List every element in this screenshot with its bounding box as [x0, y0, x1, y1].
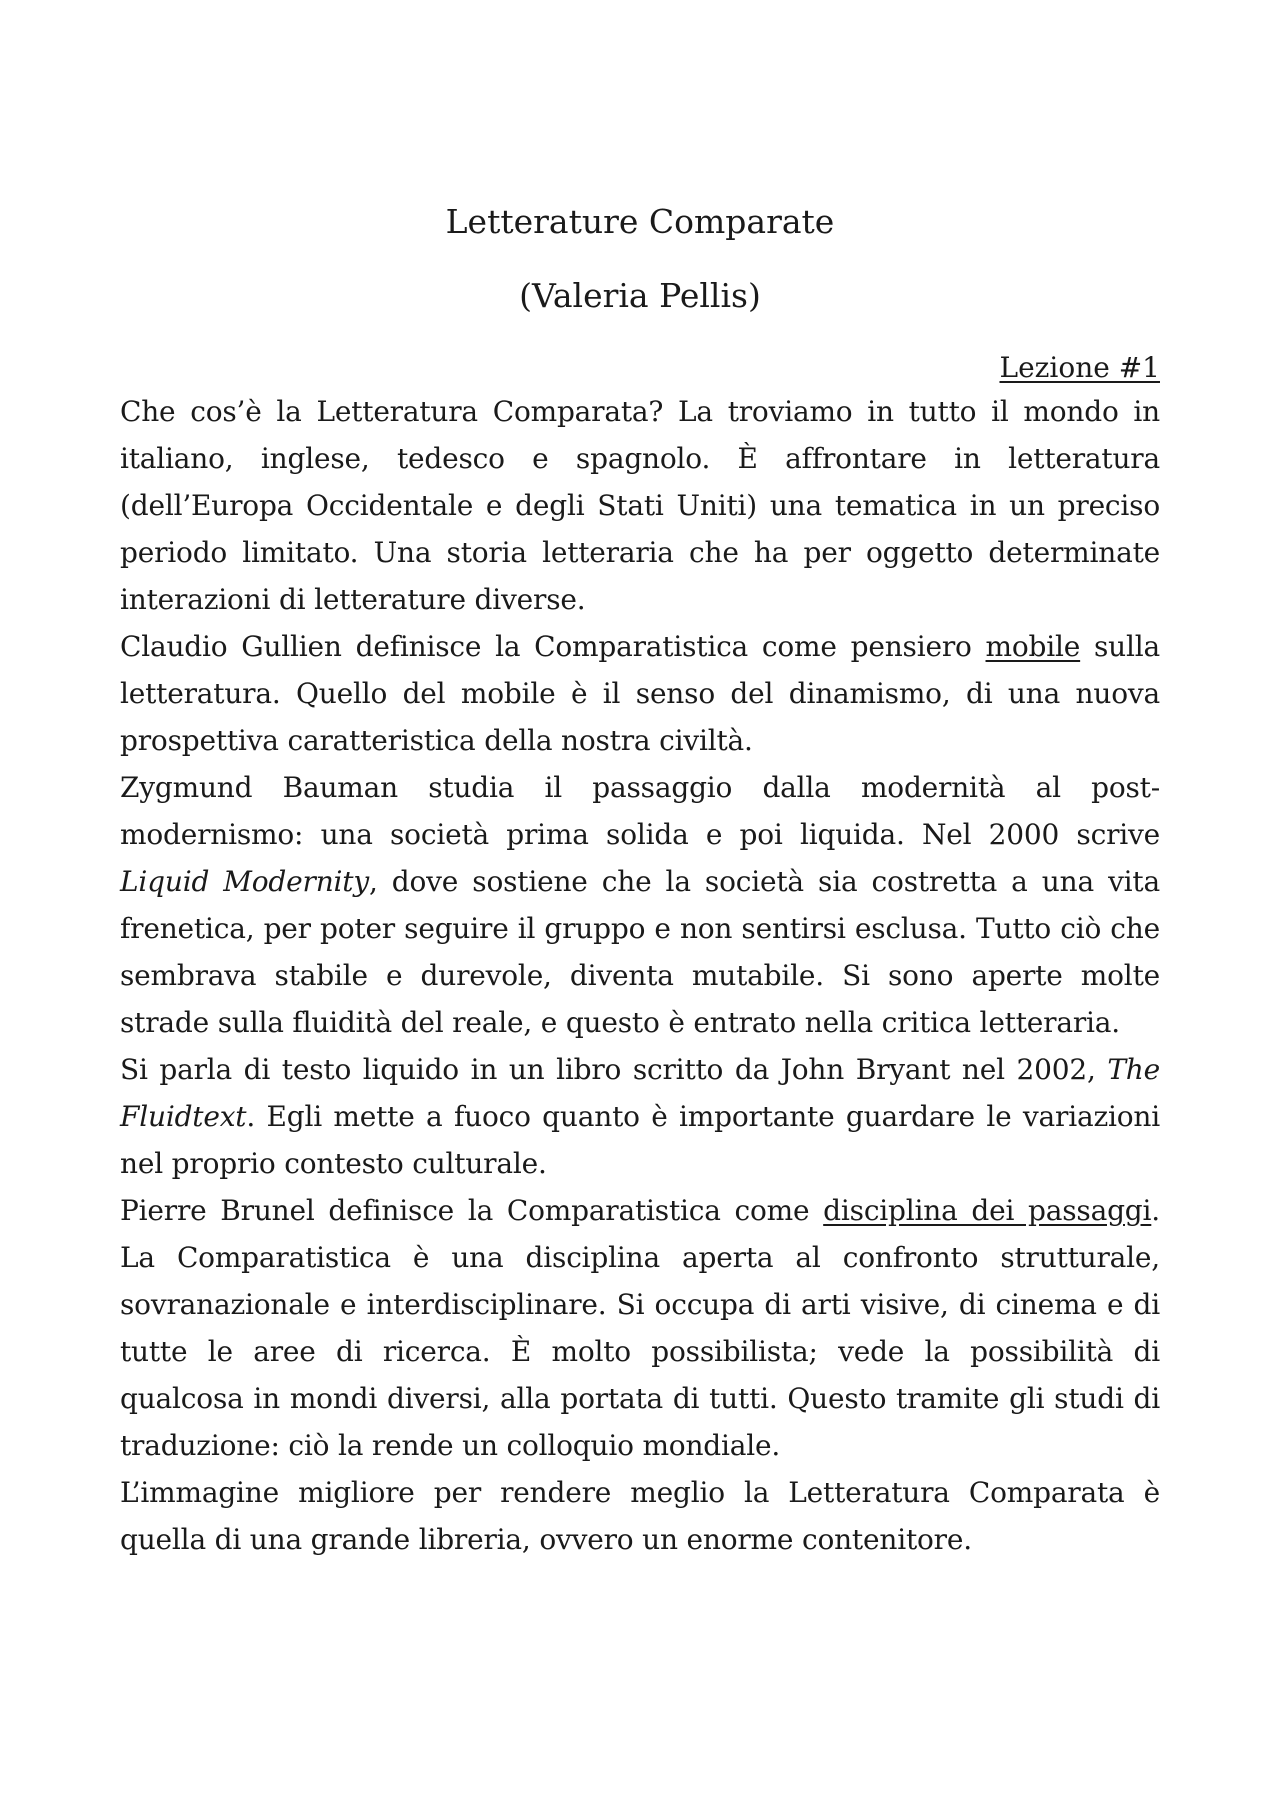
document-title: Letterature Comparate	[445, 202, 835, 241]
text-run: . La Comparatistica è una disciplina aperta al confronto strutturale, sovranazionale e interdisciplinare. Si occupa di arti visive, di cinema e di tutte le aree di ricerca. È molto possibilista; vede la possibilità di qualcosa in mondi diversi, alla portata di tutti. Questo tramite gli studi di traduzione: ciò la rende un colloquio mondiale.	[120, 1194, 1160, 1462]
text-run: Si parla di testo liquido in un libro scritto da John Bryant nel 2002,	[120, 1053, 1108, 1086]
text-run: . Egli mette a fuoco quanto è importante guardare le variazioni nel proprio contesto culturale.	[120, 1100, 1160, 1180]
paragraph	[120, 388, 1160, 623]
lesson-heading	[120, 348, 1160, 388]
book-title: The Fluidtext	[120, 1053, 1160, 1133]
paragraph	[120, 1187, 1160, 1469]
text-run: , dove sostiene che la società sia costretta a una vita frenetica, per poter seguire il gruppo e non sentirsi esclusa. Tutto ciò che sembrava stabile e durevole, diventa mutabile. Si sono aperte molte strade sulla fluidità del reale, e questo è entrato nella critica letteraria.	[120, 865, 1160, 1039]
text-run: Claudio Gullien definisce la Comparatistica come pensiero	[120, 630, 986, 663]
text-run: Pierre Brunel definisce la Comparatistica come	[120, 1194, 824, 1227]
text-run: Che cos’è la Letteratura Comparata? La troviamo in tutto il mondo in italiano, inglese, tedesco e spagnolo. È affrontare in letteratura (dell’Europa Occidentale e degli Stati Uniti) una tematica in un preciso periodo limitato. Una storia letteraria che ha per oggetto determinate interazioni di letterature diverse.	[120, 395, 1160, 616]
underlined-term: disciplina dei passaggi	[823, 1194, 1152, 1227]
text-run: Zygmund Bauman studia il passaggio dalla modernità al post-modernismo: una società prima solida e poi liquida. Nel 2000 scrive	[120, 771, 1160, 851]
underlined-term: mobile	[985, 630, 1081, 663]
document-page	[120, 200, 1160, 1563]
paragraph	[120, 764, 1160, 1046]
document-body	[120, 388, 1160, 1563]
paragraph	[120, 1046, 1160, 1187]
document-author: (Valeria Pellis)	[519, 276, 761, 315]
text-run: sulla letteratura. Quello del mobile è il senso del dinamismo, di una nuova prospettiva caratteristica della nostra civiltà.	[120, 630, 1160, 757]
paragraph	[120, 623, 1160, 764]
book-title: Liquid Modernity	[120, 865, 369, 898]
text-run: L’immagine migliore per rendere meglio la Letteratura Comparata è quella di una grande libreria, ovvero un enorme contenitore.	[120, 1476, 1160, 1556]
paragraph	[120, 1469, 1160, 1563]
lesson-label: Lezione #1	[999, 351, 1160, 384]
